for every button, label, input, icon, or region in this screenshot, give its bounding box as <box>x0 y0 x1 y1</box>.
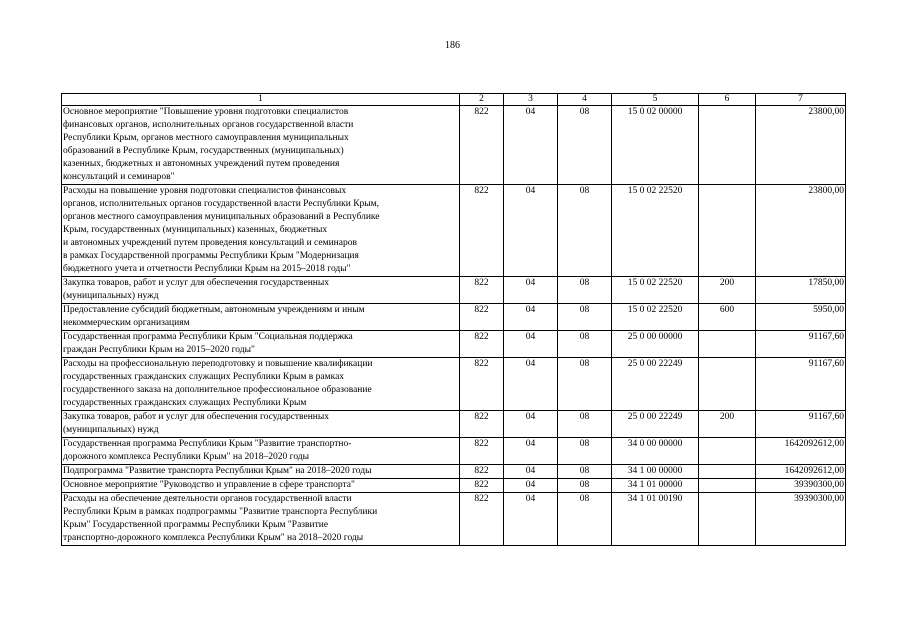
row-subsection-code: 08 <box>558 465 612 479</box>
header-col-6: 6 <box>699 94 756 106</box>
row-amount: 23800,00 <box>756 185 846 277</box>
row-description <box>62 106 460 185</box>
description-line: граждан Республики Крым на 2015–2020 годы" <box>63 345 255 355</box>
row-description <box>62 493 460 546</box>
row-target-article: 15 0 02 22520 <box>612 277 699 304</box>
description-line: некоммерческим организациям <box>63 318 190 328</box>
row-section-code: 04 <box>504 185 558 277</box>
row-section-code: 04 <box>504 331 558 358</box>
row-subsection-code: 08 <box>558 358 612 411</box>
row-section-code: 04 <box>504 304 558 331</box>
row-grbs-code: 822 <box>460 438 504 465</box>
row-section-code: 04 <box>504 277 558 304</box>
header-col-1: 1 <box>62 94 460 106</box>
row-amount: 1642092612,00 <box>756 465 846 479</box>
header-col-3: 3 <box>504 94 558 106</box>
row-subsection-code: 08 <box>558 479 612 493</box>
row-expense-type: 600 <box>699 304 756 331</box>
row-expense-type <box>699 331 756 358</box>
row-description <box>62 438 460 465</box>
row-section-code: 04 <box>504 465 558 479</box>
row-grbs-code: 822 <box>460 331 504 358</box>
description-line: государственных гражданских служащих Республики Крым в рамках <box>63 372 345 382</box>
header-col-5: 5 <box>612 94 699 106</box>
table-row <box>62 277 846 304</box>
header-col-7: 7 <box>756 94 846 106</box>
description-line: бюджетного учета и отчетности Республики Крым на 2015–2018 годы" <box>63 264 351 274</box>
table-row <box>62 304 846 331</box>
row-target-article: 34 0 00 00000 <box>612 438 699 465</box>
row-description <box>62 411 460 438</box>
row-amount: 23800,00 <box>756 106 846 185</box>
row-amount: 1642092612,00 <box>756 438 846 465</box>
row-expense-type <box>699 493 756 546</box>
description-line: Расходы на повышение уровня подготовки специалистов финансовых <box>63 186 347 196</box>
description-line: Расходы на обеспечение деятельности органов государственной власти <box>63 494 352 504</box>
description-line: Подпрограмма "Развитие транспорта Республики Крым" на 2018–2020 годы <box>63 466 372 476</box>
description-line: финансовых органов, исполнительных органов государственной власти <box>63 120 354 130</box>
row-grbs-code: 822 <box>460 277 504 304</box>
row-target-article: 25 0 00 22249 <box>612 358 699 411</box>
row-target-article: 25 0 00 00000 <box>612 331 699 358</box>
description-line: Закупка товаров, работ и услуг для обеспечения государственных <box>63 278 330 288</box>
row-grbs-code: 822 <box>460 358 504 411</box>
row-section-code: 04 <box>504 358 558 411</box>
description-line: (муниципальных) нужд <box>63 425 159 435</box>
row-description <box>62 304 460 331</box>
description-line: Основное мероприятие "Руководство и управление в сфере транспорта" <box>63 480 355 490</box>
budget-table <box>61 93 846 546</box>
description-line: Республики Крым, органов местного самоуправления муниципальных <box>63 133 349 143</box>
row-description <box>62 185 460 277</box>
table-row <box>62 493 846 546</box>
row-target-article: 34 1 01 00000 <box>612 479 699 493</box>
row-grbs-code: 822 <box>460 106 504 185</box>
row-grbs-code: 822 <box>460 304 504 331</box>
description-line: Крым" Государственной программы Республики Крым "Развитие <box>63 520 329 530</box>
row-amount: 91167,60 <box>756 358 846 411</box>
row-description <box>62 479 460 493</box>
row-grbs-code: 822 <box>460 493 504 546</box>
description-line: органов местного самоуправления муниципальных образований в Республике <box>63 212 380 222</box>
row-grbs-code: 822 <box>460 185 504 277</box>
description-line: Расходы на профессиональную переподготовку и повышение квалификации <box>63 359 373 369</box>
description-line: государственного заказа на дополнительное профессиональное образование <box>63 385 372 395</box>
row-section-code: 04 <box>504 106 558 185</box>
row-grbs-code: 822 <box>460 411 504 438</box>
row-subsection-code: 08 <box>558 304 612 331</box>
description-line: и автономных учреждений путем проведения консультаций и семинаров <box>63 238 357 248</box>
row-expense-type: 200 <box>699 277 756 304</box>
row-subsection-code: 08 <box>558 331 612 358</box>
row-section-code: 04 <box>504 479 558 493</box>
row-description <box>62 331 460 358</box>
row-grbs-code: 822 <box>460 479 504 493</box>
description-line: государственных гражданских служащих Республики Крым <box>63 398 307 408</box>
table-row <box>62 358 846 411</box>
table-row <box>62 479 846 493</box>
row-amount: 17850,00 <box>756 277 846 304</box>
row-grbs-code: 822 <box>460 465 504 479</box>
table-body <box>62 106 846 546</box>
row-subsection-code: 08 <box>558 493 612 546</box>
row-expense-type <box>699 358 756 411</box>
row-target-article: 34 1 01 00190 <box>612 493 699 546</box>
row-subsection-code: 08 <box>558 185 612 277</box>
row-section-code: 04 <box>504 411 558 438</box>
description-line: Крым, государственных (муниципальных) казенных, бюджетных <box>63 225 328 235</box>
row-subsection-code: 08 <box>558 411 612 438</box>
row-amount: 91167,60 <box>756 331 846 358</box>
row-expense-type: 200 <box>699 411 756 438</box>
row-target-article: 34 1 00 00000 <box>612 465 699 479</box>
row-section-code: 04 <box>504 438 558 465</box>
header-col-4: 4 <box>558 94 612 106</box>
header-col-2: 2 <box>460 94 504 106</box>
row-amount: 5950,00 <box>756 304 846 331</box>
description-line: Предоставление субсидий бюджетным, автономным учреждениям и иным <box>63 305 365 315</box>
page-number: 186 <box>445 40 460 51</box>
description-line: Государственная программа Республики Крым "Социальная поддержка <box>63 332 353 342</box>
table-row <box>62 411 846 438</box>
row-amount: 91167,60 <box>756 411 846 438</box>
row-target-article: 25 0 00 22249 <box>612 411 699 438</box>
description-line: дорожного комплекса Республики Крым" на 2018–2020 годы <box>63 452 310 462</box>
row-section-code: 04 <box>504 493 558 546</box>
header-row <box>62 94 846 106</box>
table-row <box>62 106 846 185</box>
description-line: в рамках Государственной программы Республики Крым "Модернизация <box>63 251 359 261</box>
row-target-article: 15 0 02 22520 <box>612 304 699 331</box>
description-line: консультаций и семинаров" <box>63 172 175 182</box>
description-line: Республики Крым в рамках подпрограммы "Развитие транспорта Республики <box>63 507 378 517</box>
description-line: органов, исполнительных органов государственной власти Республики Крым, <box>63 199 380 209</box>
row-target-article: 15 0 02 00000 <box>612 106 699 185</box>
row-target-article: 15 0 02 22520 <box>612 185 699 277</box>
row-expense-type <box>699 185 756 277</box>
row-expense-type <box>699 479 756 493</box>
row-amount: 39390300,00 <box>756 493 846 546</box>
row-expense-type <box>699 438 756 465</box>
row-subsection-code: 08 <box>558 438 612 465</box>
description-line: образований в Республике Крым, государственных (муниципальных) <box>63 146 344 156</box>
row-expense-type <box>699 465 756 479</box>
description-line: Основное мероприятие "Повышение уровня подготовки специалистов <box>63 107 349 117</box>
row-description <box>62 277 460 304</box>
row-subsection-code: 08 <box>558 277 612 304</box>
description-line: транспортно-дорожного комплекса Республики Крым" на 2018–2020 годы <box>63 533 364 543</box>
row-description <box>62 358 460 411</box>
description-line: казенных, бюджетных и автономных учреждений путем проведения <box>63 159 340 169</box>
description-line: Закупка товаров, работ и услуг для обеспечения государственных <box>63 412 330 422</box>
description-line: (муниципальных) нужд <box>63 291 159 301</box>
row-expense-type <box>699 106 756 185</box>
row-subsection-code: 08 <box>558 106 612 185</box>
table-row <box>62 185 846 277</box>
table-row <box>62 465 846 479</box>
table-row <box>62 331 846 358</box>
table-row <box>62 438 846 465</box>
row-amount: 39390300,00 <box>756 479 846 493</box>
row-description <box>62 465 460 479</box>
description-line: Государственная программа Республики Крым "Развитие транспортно- <box>63 439 352 449</box>
